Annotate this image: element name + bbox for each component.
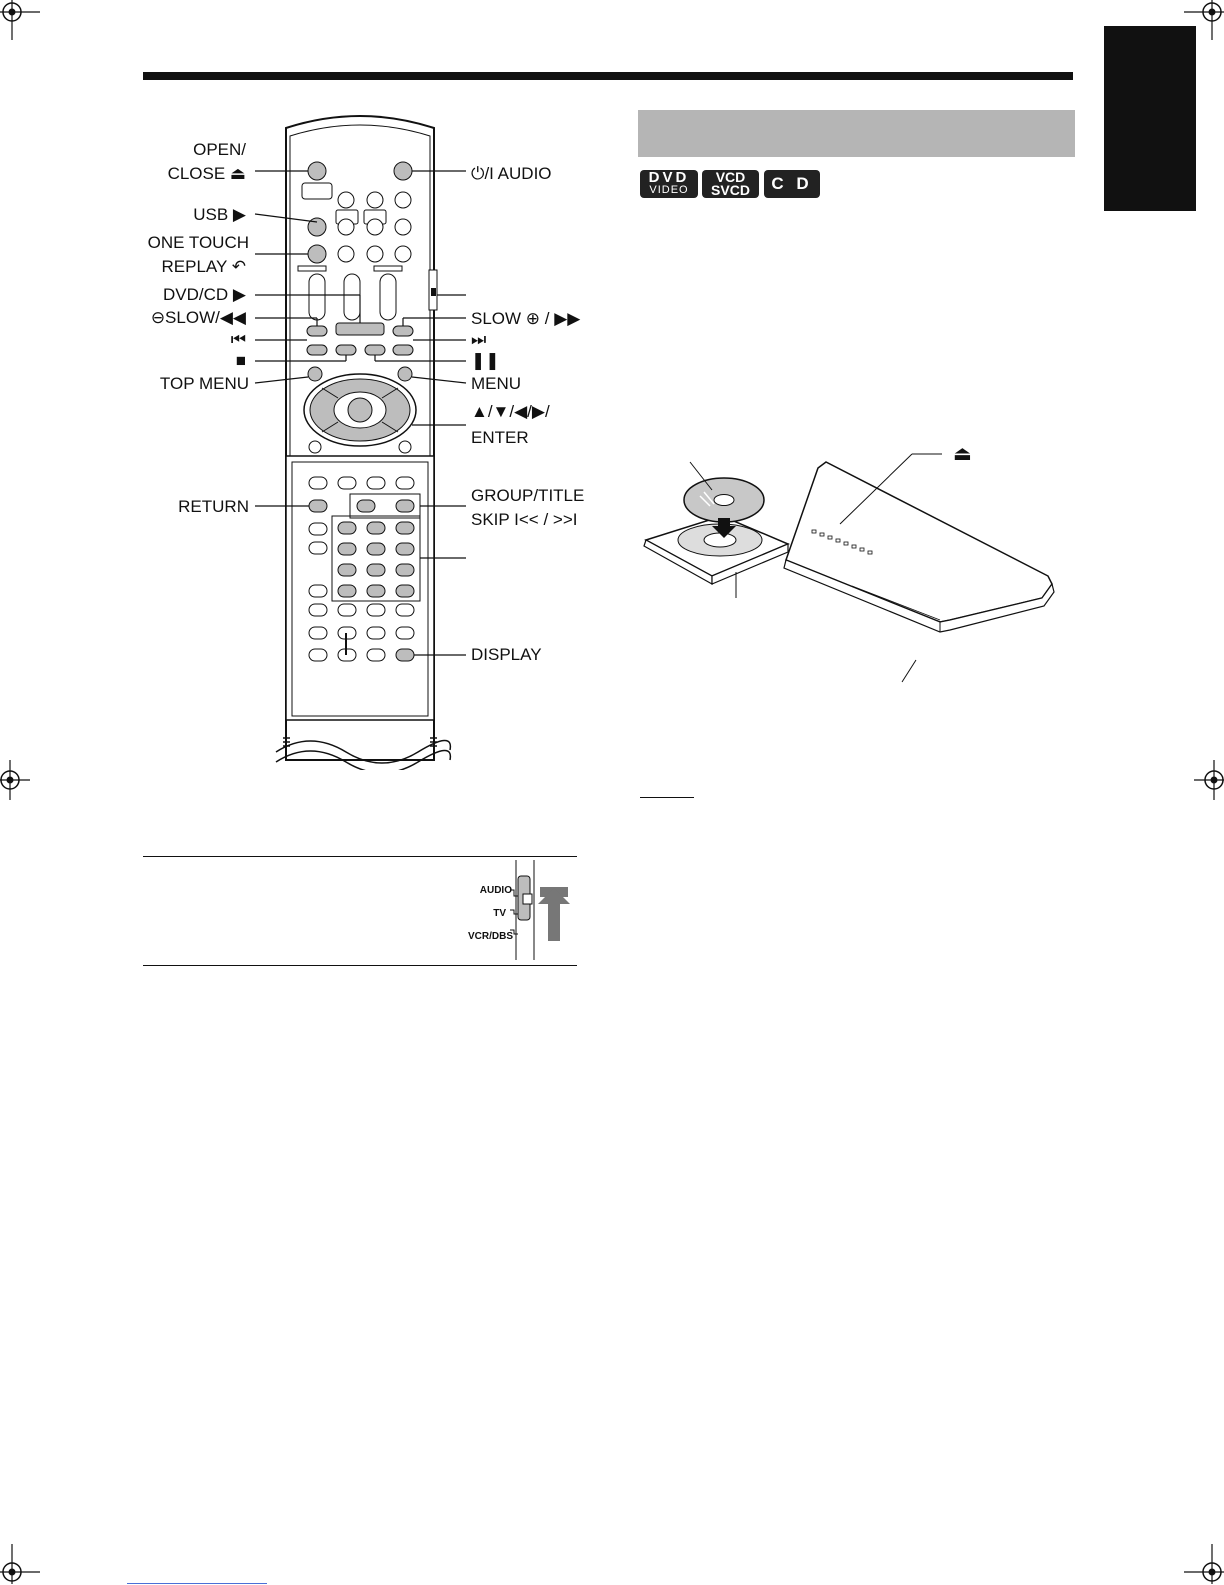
note-heading-rule: [640, 797, 694, 798]
vcd-svcd-badge: VCD SVCD: [702, 170, 759, 198]
dvd-cd-label: DVD/CD ▶: [163, 285, 246, 304]
language-side-tab: [1104, 26, 1196, 211]
one-touch-label: ONE TOUCH: [147, 233, 249, 252]
switch-tv-label: TV: [493, 908, 506, 919]
open-close-label-2: CLOSE ⏏: [167, 164, 246, 183]
dvd-video-badge: DVD VIDEO: [640, 170, 698, 198]
next-label: ⏭: [471, 330, 487, 349]
registration-mark-icon: [1194, 760, 1224, 800]
switch-vcr-dbs-label: VCR/DBS: [467, 931, 513, 942]
skip-label: SKIP I<< / >>I: [471, 510, 578, 529]
open-close-label: OPEN/: [193, 140, 246, 159]
stop-label: ■: [235, 351, 246, 370]
slow-forward-label: SLOW ⊕ / ▶▶: [471, 309, 581, 328]
group-title-label: GROUP/TITLE: [471, 486, 585, 505]
section-header-bar: [638, 110, 1075, 157]
cd-badge: C D: [764, 170, 820, 198]
mode-switch-illustration: [508, 860, 578, 960]
switch-audio-label: AUDIO: [479, 885, 512, 896]
note-box-bottom-rule: [143, 965, 577, 966]
note-box-top-rule: [143, 856, 577, 857]
power-audio-label: ⏻/I AUDIO: [471, 164, 552, 183]
enter-label: ENTER: [471, 428, 529, 447]
return-label: RETURN: [178, 497, 249, 516]
pause-label: ❚❚: [471, 351, 500, 370]
slow-reverse-label: ⊖SLOW/◀◀: [150, 308, 246, 327]
display-label: DISPLAY: [471, 645, 542, 664]
cursor-label: ▲/▼/◀/▶/: [471, 402, 550, 421]
top-menu-label: TOP MENU: [159, 374, 249, 393]
replay-label: REPLAY ↶: [161, 257, 246, 276]
registration-mark-icon: [0, 1544, 40, 1584]
usb-label: USB ▶: [193, 205, 246, 224]
registration-mark-icon: [0, 760, 30, 800]
registration-mark-icon: [1184, 1544, 1224, 1584]
page-header-rule: [143, 72, 1073, 80]
eject-label: ⏏: [953, 443, 972, 465]
previous-label: ⏮: [230, 330, 246, 349]
menu-label: MENU: [471, 374, 522, 393]
disc-loading-illustration: [640, 440, 1080, 690]
registration-mark-icon: [0, 0, 40, 40]
